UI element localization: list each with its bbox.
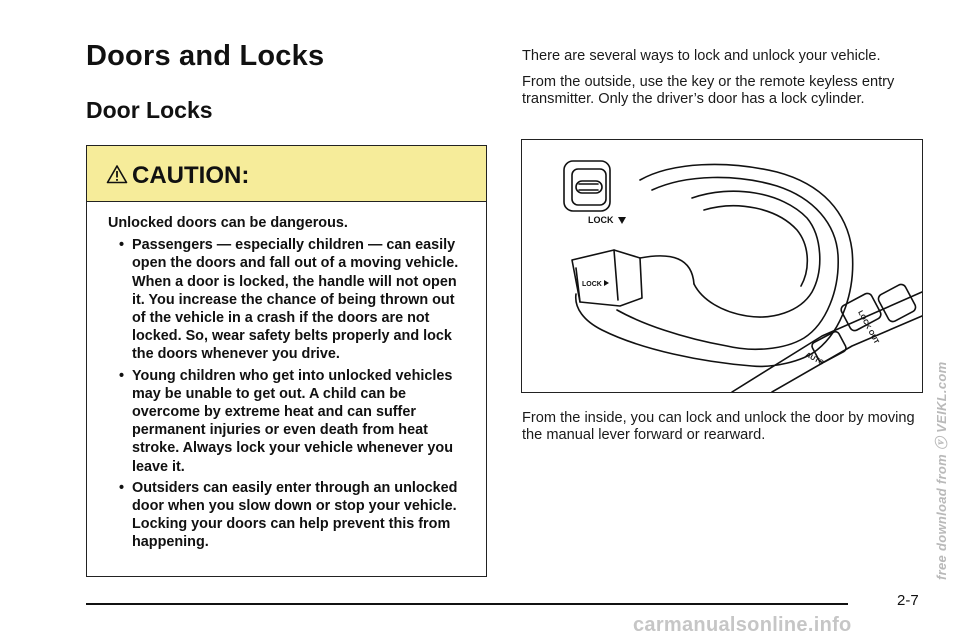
caution-bullet: [108, 367, 464, 476]
caution-bullet: [108, 479, 464, 552]
inside-paragraph: From the inside, you can lock and unlock the door by moving the manual lever forward or rearward.: [522, 410, 915, 444]
intro-paragraph: There are several ways to lock and unlock your vehicle.: [522, 48, 881, 64]
caution-bullet: [108, 236, 464, 363]
side-watermark: free download from ⓥ VEIKL.com: [934, 361, 949, 580]
section-title: Door Locks: [86, 97, 213, 123]
caution-bullet-text: Passengers — especially children — can easily open the doors and fall out of a moving vehicle. When a door is locked, the handle will not open it. You increase the chance of being thrown out of the vehicle in a crash if the doors are not locked. So, wear safety belts properly and lock the doors whenever you drive.: [132, 237, 459, 363]
label-lock-lever: LOCK: [582, 281, 602, 288]
outside-paragraph: From the outside, use the key or the remote keyless entry transmitter. Only the driver’s door has a lock cylinder.: [522, 74, 895, 108]
caution-bullet-text: Young children who get into unlocked vehicles may be unable to get out. A child can be overcome by extreme heat and can suffer permanent injuries or even death from heat stroke. Always lock your vehicle whenever you leave it.: [132, 367, 453, 475]
page-number: 2-7: [897, 592, 919, 609]
caution-lead: Unlocked doors can be dangerous.: [108, 215, 348, 231]
key-slot: [576, 181, 602, 193]
warning-triangle-icon: [106, 164, 128, 184]
door-lock-illustration: [521, 139, 923, 393]
caution-bullet-text: Outsiders can easily enter through an unlocked door when you slow down or stop your vehicle. Locking your doors can help prevent this from happening.: [132, 479, 458, 551]
footer-rule: [86, 603, 848, 605]
site-watermark: carmanualsonline.info: [633, 614, 852, 636]
door-handle-drawing: [522, 140, 922, 392]
caution-header: [87, 146, 486, 202]
handle-recess-inner: [704, 206, 807, 286]
lock-lever: [572, 250, 642, 306]
lever-link: [640, 256, 694, 284]
label-lockout: LOCK OUT: [856, 309, 880, 346]
lock-arrow-icon: [618, 217, 626, 224]
label-lock-top: LOCK: [588, 215, 614, 225]
caution-title: CAUTION:: [132, 161, 250, 189]
page-title: Doors and Locks: [86, 40, 325, 72]
bullet-dot: •: [119, 237, 125, 254]
caution-box: [86, 145, 487, 577]
handle-outer-edge: [576, 164, 853, 366]
handle-recess: [692, 191, 820, 317]
bullet-dot: •: [119, 367, 125, 384]
armrest-edge: [732, 292, 922, 392]
caution-list: [108, 236, 464, 551]
label-auto: AUTO: [804, 351, 825, 368]
bullet-dot: •: [119, 479, 125, 496]
lever-arrow-icon: [604, 280, 609, 286]
caution-body: [87, 202, 486, 552]
handle-inner-edge: [617, 177, 838, 349]
